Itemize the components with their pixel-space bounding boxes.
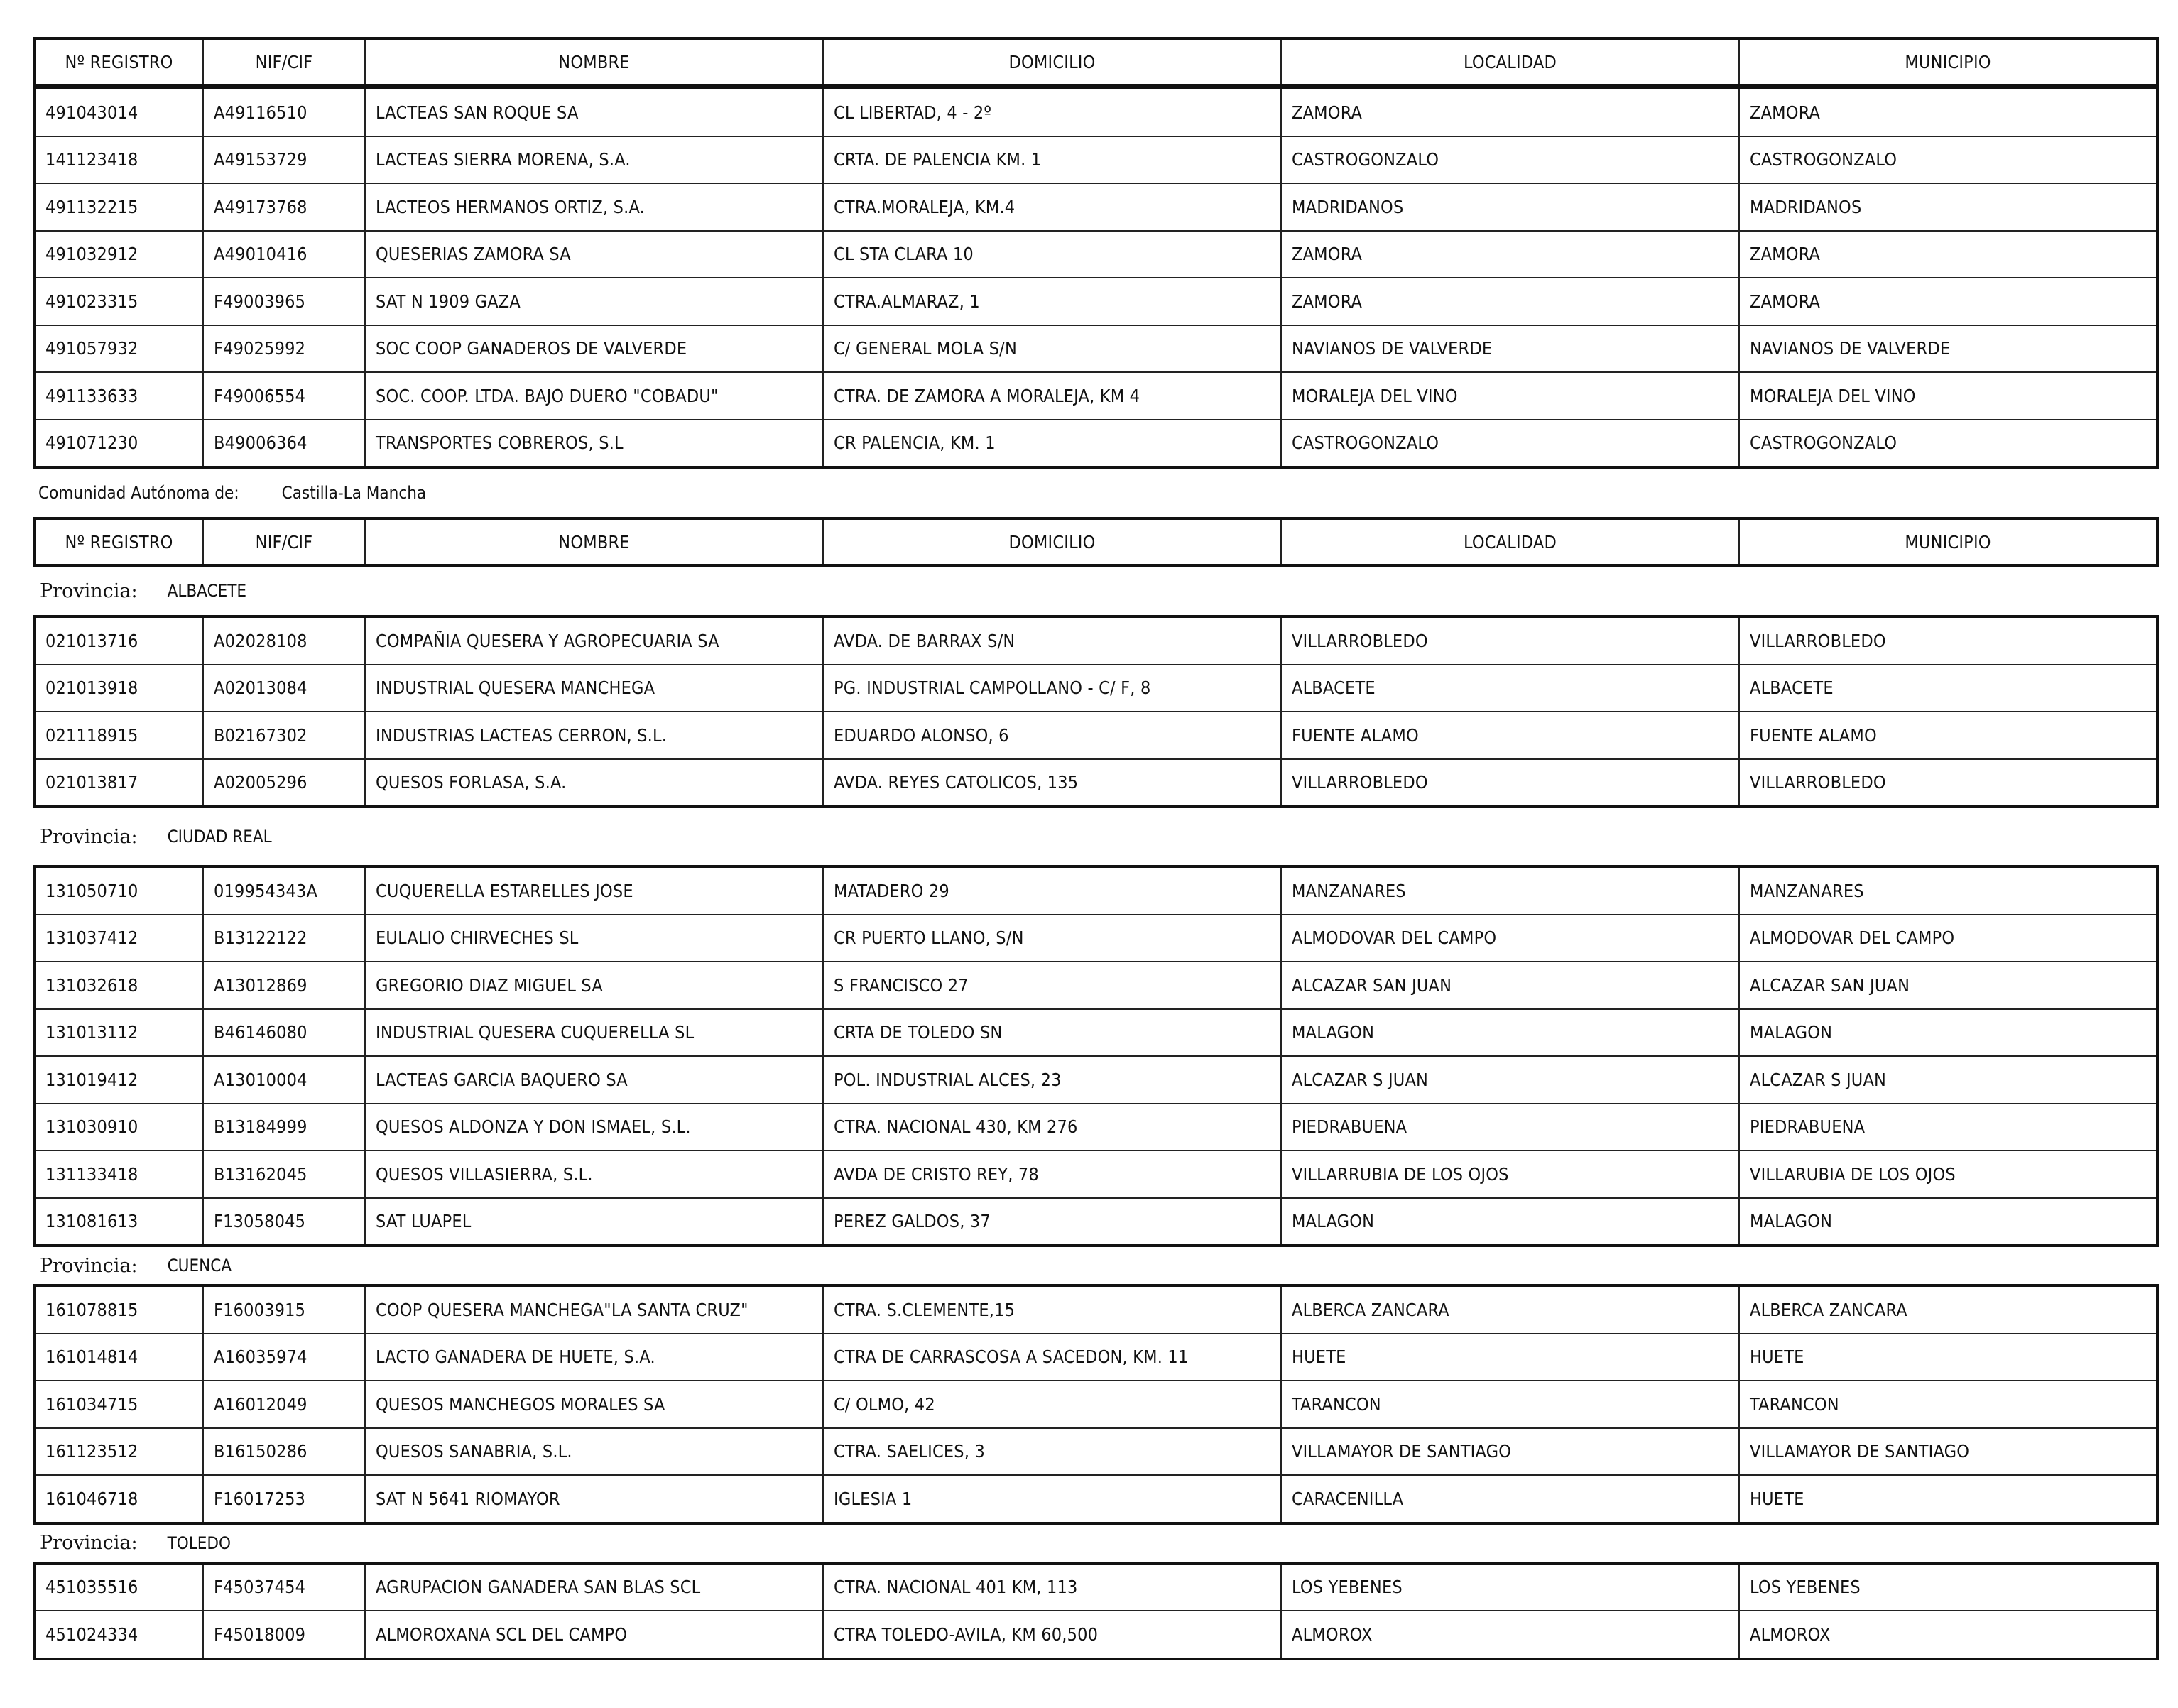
registro-cell: 161034715 (34, 1381, 203, 1428)
registro-cell: 491023315 (34, 278, 203, 325)
municipio-cell: MORALEJA DEL VINO (1739, 372, 2157, 420)
registro-cell: 161046718 (34, 1475, 203, 1523)
domicilio-cell: CRTA DE TOLEDO SN (823, 1009, 1281, 1057)
localidad-cell: ZAMORA (1281, 231, 1739, 278)
nombre-cell: SOC. COOP. LTDA. BAJO DUERO "COBADU" (365, 372, 823, 420)
table-row (34, 231, 2157, 278)
nombre-cell: INDUSTRIAS LACTEAS CERRON, S.L. (365, 712, 823, 759)
registro-cell: 131133418 (34, 1151, 203, 1198)
table-row (34, 1151, 2157, 1198)
localidad-cell: VILLARROBLEDO (1281, 759, 1739, 807)
localidad-cell: CASTROGONZALO (1281, 420, 1739, 468)
col-header-nombre: NOMBRE (365, 38, 823, 85)
registro-cell: 491133633 (34, 372, 203, 420)
domicilio-cell: CL STA CLARA 10 (823, 231, 1281, 278)
nombre-cell: QUESOS VILLASIERRA, S.L. (365, 1151, 823, 1198)
nombre-cell: SAT LUAPEL (365, 1198, 823, 1246)
table-row (34, 1104, 2157, 1151)
community-value: Castilla-La Mancha (281, 483, 427, 503)
municipio-cell: NAVIANOS DE VALVERDE (1739, 325, 2157, 373)
domicilio-cell: CR PALENCIA, KM. 1 (823, 420, 1281, 468)
table-row (34, 325, 2157, 373)
province-name: CIUDAD REAL (167, 827, 272, 847)
municipio-cell: ALCAZAR SAN JUAN (1739, 962, 2157, 1009)
col-header-municipio: MUNICIPIO (1739, 518, 2157, 565)
nombre-cell: LACTO GANADERA DE HUETE, S.A. (365, 1334, 823, 1381)
domicilio-cell: CTRA. SAELICES, 3 (823, 1428, 1281, 1476)
domicilio-cell: PEREZ GALDOS, 37 (823, 1198, 1281, 1246)
nif-cell: A13010004 (203, 1056, 365, 1104)
nombre-cell: QUESERIAS ZAMORA SA (365, 231, 823, 278)
nif-cell: F49006554 (203, 372, 365, 420)
municipio-cell: ZAMORA (1739, 88, 2157, 136)
nombre-cell: CUQUERELLA ESTARELLES JOSE (365, 866, 823, 915)
localidad-cell: ALMODOVAR DEL CAMPO (1281, 915, 1739, 962)
domicilio-cell: CTRA. S.CLEMENTE,15 (823, 1285, 1281, 1334)
municipio-cell: HUETE (1739, 1334, 2157, 1381)
nif-cell: F16017253 (203, 1475, 365, 1523)
table-row (34, 1056, 2157, 1104)
domicilio-cell: AVDA DE CRISTO REY, 78 (823, 1151, 1281, 1198)
registro-cell: 131032618 (34, 962, 203, 1009)
col-header-localidad: LOCALIDAD (1281, 518, 1739, 565)
nif-cell: A49153729 (203, 136, 365, 184)
municipio-cell: PIEDRABUENA (1739, 1104, 2157, 1151)
table-row (34, 962, 2157, 1009)
table-row (34, 1611, 2157, 1659)
localidad-cell: ALCAZAR SAN JUAN (1281, 962, 1739, 1009)
nif-cell: F13058045 (203, 1198, 365, 1246)
domicilio-cell: EDUARDO ALONSO, 6 (823, 712, 1281, 759)
nombre-cell: INDUSTRIAL QUESERA CUQUERELLA SL (365, 1009, 823, 1057)
registro-cell: 131081613 (34, 1198, 203, 1246)
nombre-cell: LACTEOS HERMANOS ORTIZ, S.A. (365, 183, 823, 231)
municipio-cell: ZAMORA (1739, 231, 2157, 278)
table-row (34, 183, 2157, 231)
registro-cell: 021013716 (34, 616, 203, 665)
nif-cell: B49006364 (203, 420, 365, 468)
domicilio-cell: CTRA.MORALEJA, KM.4 (823, 183, 1281, 231)
col-header-municipio: MUNICIPIO (1739, 38, 2157, 85)
nombre-cell: SAT N 1909 GAZA (365, 278, 823, 325)
registro-cell: 131037412 (34, 915, 203, 962)
nombre-cell: LACTEAS GARCIA BAQUERO SA (365, 1056, 823, 1104)
nif-cell: F16003915 (203, 1285, 365, 1334)
province-name: ALBACETE (167, 581, 247, 601)
nif-cell: F49003965 (203, 278, 365, 325)
localidad-cell: LOS YEBENES (1281, 1563, 1739, 1611)
domicilio-cell: CTRA.ALMARAZ, 1 (823, 278, 1281, 325)
localidad-cell: MANZANARES (1281, 866, 1739, 915)
province-name: TOLEDO (167, 1533, 232, 1553)
domicilio-cell: MATADERO 29 (823, 866, 1281, 915)
municipio-cell: ALBACETE (1739, 665, 2157, 712)
table-row (34, 759, 2157, 807)
municipio-cell: ALMOROX (1739, 1611, 2157, 1659)
registro-cell: 491032912 (34, 231, 203, 278)
nif-cell: A16035974 (203, 1334, 365, 1381)
localidad-cell: VILLARRUBIA DE LOS OJOS (1281, 1151, 1739, 1198)
col-header-nif: NIF/CIF (203, 38, 365, 85)
nif-cell: F45018009 (203, 1611, 365, 1659)
localidad-cell: PIEDRABUENA (1281, 1104, 1739, 1151)
table-row (34, 1198, 2157, 1246)
nif-cell: A49173768 (203, 183, 365, 231)
registro-cell: 451035516 (34, 1563, 203, 1611)
localidad-cell: ZAMORA (1281, 278, 1739, 325)
domicilio-cell: CTRA. NACIONAL 430, KM 276 (823, 1104, 1281, 1151)
domicilio-cell: CL LIBERTAD, 4 - 2º (823, 88, 1281, 136)
nombre-cell: LACTEAS SIERRA MORENA, S.A. (365, 136, 823, 184)
nif-cell: A02005296 (203, 759, 365, 807)
registro-cell: 161014814 (34, 1334, 203, 1381)
registro-cell: 491071230 (34, 420, 203, 468)
domicilio-cell: IGLESIA 1 (823, 1475, 1281, 1523)
municipio-cell: CASTROGONZALO (1739, 420, 2157, 468)
municipio-cell: MALAGON (1739, 1198, 2157, 1246)
table-row (34, 88, 2157, 136)
localidad-cell: MALAGON (1281, 1009, 1739, 1057)
table-row (34, 1334, 2157, 1381)
domicilio-cell: CTRA TOLEDO-AVILA, KM 60,500 (823, 1611, 1281, 1659)
registro-cell: 131050710 (34, 866, 203, 915)
province-caption-toledo (33, 1525, 2159, 1562)
domicilio-cell: CTRA DE CARRASCOSA A SACEDON, KM. 11 (823, 1334, 1281, 1381)
municipio-cell: VILLARUBIA DE LOS OJOS (1739, 1151, 2157, 1198)
table-row (34, 712, 2157, 759)
nombre-cell: SOC COOP GANADEROS DE VALVERDE (365, 325, 823, 373)
localidad-cell: CASTROGONZALO (1281, 136, 1739, 184)
domicilio-cell: S FRANCISCO 27 (823, 962, 1281, 1009)
localidad-cell: VILLAMAYOR DE SANTIAGO (1281, 1428, 1739, 1476)
col-header-registro: Nº REGISTRO (34, 518, 203, 565)
municipio-cell: LOS YEBENES (1739, 1563, 2157, 1611)
localidad-cell: ZAMORA (1281, 88, 1739, 136)
province-caption-albacete (33, 567, 2159, 615)
domicilio-cell: CRTA. DE PALENCIA KM. 1 (823, 136, 1281, 184)
municipio-cell: ALBERCA ZANCARA (1739, 1285, 2157, 1334)
domicilio-cell: POL. INDUSTRIAL ALCES, 23 (823, 1056, 1281, 1104)
col-header-nif: NIF/CIF (203, 518, 365, 565)
nif-cell: B13162045 (203, 1151, 365, 1198)
table-header-top (33, 37, 2159, 87)
table-row (34, 1285, 2157, 1334)
nif-cell: 019954343A (203, 866, 365, 915)
registro-cell: 141123418 (34, 136, 203, 184)
table-row (34, 915, 2157, 962)
col-header-registro: Nº REGISTRO (34, 38, 203, 85)
nif-cell: B16150286 (203, 1428, 365, 1476)
table-toledo-rows (33, 1562, 2159, 1660)
community-caption (38, 469, 2159, 517)
province-label: Provincia: (40, 1532, 138, 1554)
domicilio-cell: CTRA. NACIONAL 401 KM, 113 (823, 1563, 1281, 1611)
nombre-cell: QUESOS FORLASA, S.A. (365, 759, 823, 807)
table-row (34, 1381, 2157, 1428)
table-row (34, 1475, 2157, 1523)
province-caption-ciudad-real (33, 808, 2159, 865)
nombre-cell: LACTEAS SAN ROQUE SA (365, 88, 823, 136)
municipio-cell: VILLARROBLEDO (1739, 759, 2157, 807)
localidad-cell: TARANCON (1281, 1381, 1739, 1428)
table-cuenca-rows (33, 1284, 2159, 1525)
municipio-cell: HUETE (1739, 1475, 2157, 1523)
table-row (34, 665, 2157, 712)
nombre-cell: COMPAÑIA QUESERA Y AGROPECUARIA SA (365, 616, 823, 665)
municipio-cell: ALMODOVAR DEL CAMPO (1739, 915, 2157, 962)
domicilio-cell: C/ OLMO, 42 (823, 1381, 1281, 1428)
nif-cell: A02028108 (203, 616, 365, 665)
localidad-cell: FUENTE ALAMO (1281, 712, 1739, 759)
nif-cell: A49116510 (203, 88, 365, 136)
localidad-cell: ALMOROX (1281, 1611, 1739, 1659)
localidad-cell: HUETE (1281, 1334, 1739, 1381)
localidad-cell: VILLARROBLEDO (1281, 616, 1739, 665)
municipio-cell: VILLAMAYOR DE SANTIAGO (1739, 1428, 2157, 1476)
nombre-cell: QUESOS MANCHEGOS MORALES SA (365, 1381, 823, 1428)
nif-cell: A49010416 (203, 231, 365, 278)
nif-cell: F45037454 (203, 1563, 365, 1611)
table-albacete-rows (33, 615, 2159, 808)
nombre-cell: QUESOS ALDONZA Y DON ISMAEL, S.L. (365, 1104, 823, 1151)
registro-cell: 021118915 (34, 712, 203, 759)
table-row (34, 1428, 2157, 1476)
municipio-cell: MANZANARES (1739, 866, 2157, 915)
domicilio-cell: AVDA. DE BARRAX S/N (823, 616, 1281, 665)
nombre-cell: QUESOS SANABRIA, S.L. (365, 1428, 823, 1476)
community-label: Comunidad Autónoma de: (38, 483, 239, 503)
domicilio-cell: PG. INDUSTRIAL CAMPOLLANO - C/ F, 8 (823, 665, 1281, 712)
table-row (34, 1009, 2157, 1057)
province-caption-cuenca (33, 1247, 2159, 1284)
nombre-cell: AGRUPACION GANADERA SAN BLAS SCL (365, 1563, 823, 1611)
province-name: CUENCA (167, 1256, 232, 1275)
nombre-cell: INDUSTRIAL QUESERA MANCHEGA (365, 665, 823, 712)
province-label: Provincia: (40, 580, 138, 602)
table-row (34, 278, 2157, 325)
table-row (34, 616, 2157, 665)
registro-cell: 161123512 (34, 1428, 203, 1476)
registro-cell: 131019412 (34, 1056, 203, 1104)
registro-cell: 021013817 (34, 759, 203, 807)
localidad-cell: MORALEJA DEL VINO (1281, 372, 1739, 420)
col-header-domicilio: DOMICILIO (823, 38, 1281, 85)
col-header-domicilio: DOMICILIO (823, 518, 1281, 565)
domicilio-cell: CR PUERTO LLANO, S/N (823, 915, 1281, 962)
nombre-cell: ALMOROXANA SCL DEL CAMPO (365, 1611, 823, 1659)
municipio-cell: ALCAZAR S JUAN (1739, 1056, 2157, 1104)
table-row (34, 136, 2157, 184)
nif-cell: A16012049 (203, 1381, 365, 1428)
localidad-cell: ALBACETE (1281, 665, 1739, 712)
registro-cell: 131030910 (34, 1104, 203, 1151)
nombre-cell: GREGORIO DIAZ MIGUEL SA (365, 962, 823, 1009)
col-header-nombre: NOMBRE (365, 518, 823, 565)
registro-cell: 021013918 (34, 665, 203, 712)
municipio-cell: ZAMORA (1739, 278, 2157, 325)
nombre-cell: EULALIO CHIRVECHES SL (365, 915, 823, 962)
document-page (33, 37, 2159, 1660)
col-header-localidad: LOCALIDAD (1281, 38, 1739, 85)
nif-cell: A02013084 (203, 665, 365, 712)
municipio-cell: MALAGON (1739, 1009, 2157, 1057)
domicilio-cell: AVDA. REYES CATOLICOS, 135 (823, 759, 1281, 807)
table-row (34, 866, 2157, 915)
nif-cell: B46146080 (203, 1009, 365, 1057)
province-label: Provincia: (40, 1254, 138, 1277)
registro-cell: 131013112 (34, 1009, 203, 1057)
registro-cell: 161078815 (34, 1285, 203, 1334)
domicilio-cell: C/ GENERAL MOLA S/N (823, 325, 1281, 373)
nombre-cell: TRANSPORTES COBREROS, S.L (365, 420, 823, 468)
localidad-cell: MALAGON (1281, 1198, 1739, 1246)
localidad-cell: CARACENILLA (1281, 1475, 1739, 1523)
nif-cell: A13012869 (203, 962, 365, 1009)
municipio-cell: TARANCON (1739, 1381, 2157, 1428)
localidad-cell: NAVIANOS DE VALVERDE (1281, 325, 1739, 373)
municipio-cell: VILLARROBLEDO (1739, 616, 2157, 665)
localidad-cell: ALBERCA ZANCARA (1281, 1285, 1739, 1334)
nif-cell: B13184999 (203, 1104, 365, 1151)
registro-cell: 491043014 (34, 88, 203, 136)
registro-cell: 491057932 (34, 325, 203, 373)
localidad-cell: MADRIDANOS (1281, 183, 1739, 231)
nombre-cell: COOP QUESERA MANCHEGA"LA SANTA CRUZ" (365, 1285, 823, 1334)
municipio-cell: CASTROGONZALO (1739, 136, 2157, 184)
registro-cell: 491132215 (34, 183, 203, 231)
domicilio-cell: CTRA. DE ZAMORA A MORALEJA, KM 4 (823, 372, 1281, 420)
nif-cell: B02167302 (203, 712, 365, 759)
registro-cell: 451024334 (34, 1611, 203, 1659)
nif-cell: B13122122 (203, 915, 365, 962)
nif-cell: F49025992 (203, 325, 365, 373)
municipio-cell: FUENTE ALAMO (1739, 712, 2157, 759)
localidad-cell: ALCAZAR S JUAN (1281, 1056, 1739, 1104)
table-row (34, 1563, 2157, 1611)
table-zamora-rows (33, 87, 2159, 469)
table-row (34, 372, 2157, 420)
table-ciudad-real-rows (33, 865, 2159, 1247)
table-header-castilla (33, 517, 2159, 567)
municipio-cell: MADRIDANOS (1739, 183, 2157, 231)
table-row (34, 420, 2157, 468)
nombre-cell: SAT N 5641 RIOMAYOR (365, 1475, 823, 1523)
province-label: Provincia: (40, 825, 138, 848)
